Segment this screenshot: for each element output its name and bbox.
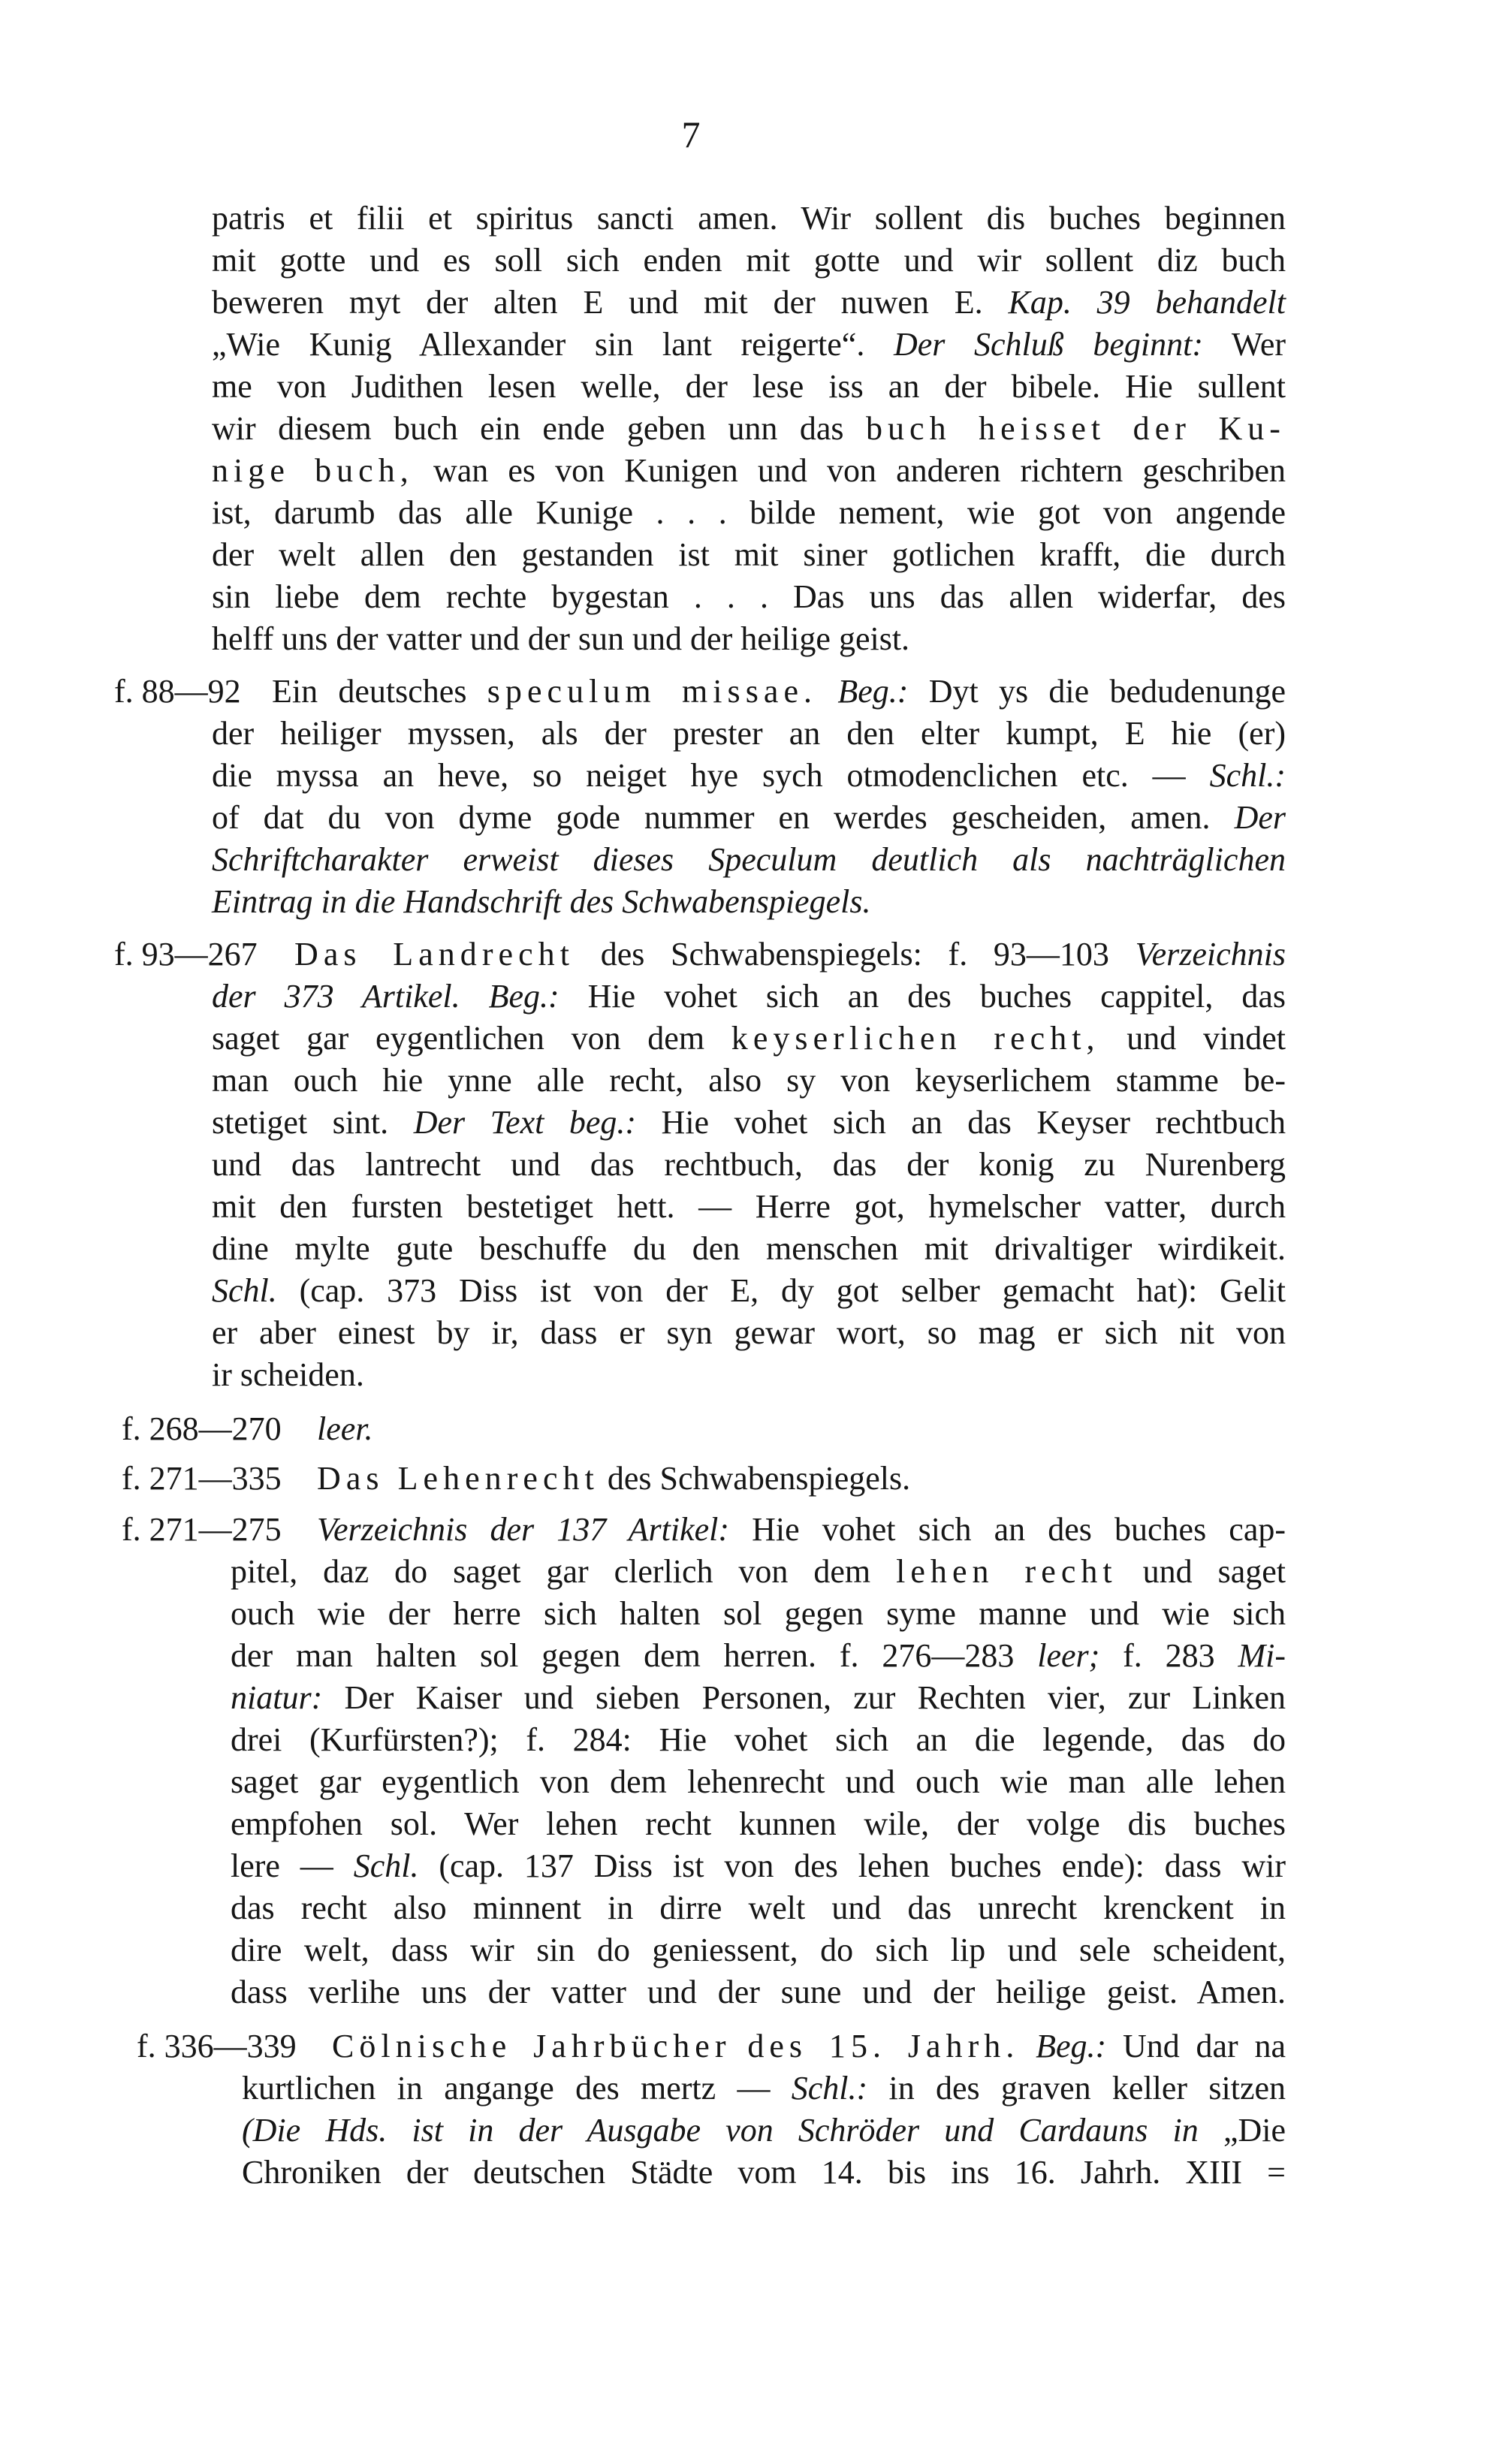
text-line: Das Landrecht des Schwabenspiegels: f. 93—103 Verzeichnis <box>294 936 1286 973</box>
text-line: er aber einest by ir, dass er syn gewar wort, so mag er sich nit von <box>212 1314 1286 1351</box>
text-line: Eintrag in die Handschrift des Schwabenspiegels. <box>212 883 871 920</box>
text-line: saget gar eygentlichen von dem keyserlichen recht, und vindet <box>212 1020 1286 1057</box>
text-line: man ouch hie ynne alle recht, also sy von keyserlichem stamme be- <box>212 1062 1286 1099</box>
text-line: der 373 Artikel. Beg.: Hie vohet sich an des buches cappitel, das <box>212 978 1286 1015</box>
text-line: Schriftcharakter erweist dieses Speculum deutlich als nachträglichen <box>212 841 1286 878</box>
text-line: sin liebe dem rechte bygestan . . . Das uns das allen widerfar, des <box>212 578 1286 615</box>
text-line: Das Lehenrecht des Schwabenspiegels. <box>317 1460 911 1497</box>
text-line: Ein deutsches speculum missae. Beg.: Dyt ys die bedudenunge <box>272 673 1286 710</box>
folio-ref: f. 93—267 <box>114 936 258 973</box>
text-line: mit den fursten bestetiget hett. — Herre got, hymelscher vatter, durch <box>212 1188 1286 1225</box>
text-line: ouch wie der herre sich halten sol gegen syme manne und wie sich <box>231 1595 1286 1632</box>
text-line: drei (Kurfürsten?); f. 284: Hie vohet sich an die legende, das do <box>231 1721 1286 1758</box>
text-line: die myssa an heve, so neiget hye sych otmodenclichen etc. — Schl.: <box>212 757 1286 794</box>
text-line: dass verlihe uns der vatter und der sune und der heilige geist. Amen. <box>231 1974 1286 2010</box>
text-line: Schl. (cap. 373 Diss ist von der E, dy got selber gemacht hat): Gelit <box>212 1272 1286 1309</box>
text-line: ist, darumb das alle Kunige . . . bilde nement, wie got von angende <box>212 494 1286 531</box>
folio-ref: f. 271—275 <box>122 1511 282 1548</box>
text-line: Cölnische Jahrbücher des 15. Jahrh. Beg.: Und dar na <box>332 2028 1286 2064</box>
folio-ref: f. 271—335 <box>122 1460 282 1497</box>
text-line: kurtlichen in angange des mertz — Schl.: in des graven keller sitzen <box>242 2070 1286 2107</box>
text-line: ir scheiden. <box>212 1356 364 1393</box>
folio-ref: f. 336—339 <box>137 2028 297 2064</box>
text-line: dine mylte gute beschuffe du den menschen mit drivaltiger wirdikeit. <box>212 1230 1286 1267</box>
text-line: of dat du von dyme gode nummer en werdes gescheiden, amen. Der <box>212 799 1286 836</box>
text-line: das recht also minnent in dirre welt und das unrecht krenckent in <box>231 1889 1286 1926</box>
text-line: leer. <box>317 1410 373 1447</box>
text-line: me von Judithen lesen welle, der lese iss an der bibele. Hie sullent <box>212 368 1286 405</box>
text-line: Chroniken der deutschen Städte vom 14. bis ins 16. Jahrh. XIII = <box>242 2154 1286 2191</box>
text-line: helff uns der vatter und der sun und der heilige geist. <box>212 620 910 657</box>
text-line: nige buch, wan es von Kunigen und von anderen richtern geschriben <box>212 452 1286 489</box>
text-line: dire welt, dass wir sin do geniessent, do sich lip und sele scheident, <box>231 1932 1286 1968</box>
text-line: mit gotte und es soll sich enden mit gotte und wir sollent diz buch <box>212 242 1286 279</box>
text-line: niatur: Der Kaiser und sieben Personen, zur Rechten vier, zur Linken <box>231 1679 1286 1716</box>
page-number: 7 <box>681 113 701 155</box>
text-line: wir diesem buch ein ende geben unn das buch heisset der Ku- <box>212 410 1286 447</box>
text-line: der welt allen den gestanden ist mit siner gotlichen krafft, die durch <box>212 536 1286 573</box>
text-line: der man halten sol gegen dem herren. f. 276—283 leer; f. 283 Mi- <box>231 1637 1286 1674</box>
text-line: Verzeichnis der 137 Artikel: Hie vohet sich an des buches cap- <box>317 1511 1286 1548</box>
text-line: „Wie Kunig Allexander sin lant reigerte“. Der Schluß beginnt: Wer <box>212 326 1286 363</box>
text-line: der heiliger myssen, als der prester an den elter kumpt, E hie (er) <box>212 715 1286 752</box>
folio-ref: f. 268—270 <box>122 1410 282 1447</box>
text-line: (Die Hds. ist in der Ausgabe von Schröder und Cardauns in „Die <box>242 2112 1286 2149</box>
text-line: stetiget sint. Der Text beg.: Hie vohet sich an das Keyser rechtbuch <box>212 1104 1286 1141</box>
text-line: beweren myt der alten E und mit der nuwen E. Kap. 39 behandelt <box>212 284 1286 321</box>
text-line: pitel, daz do saget gar clerlich von dem lehen recht und saget <box>231 1553 1286 1590</box>
text-line: und das lantrecht und das rechtbuch, das der konig zu Nurenberg <box>212 1146 1286 1183</box>
text-line: lere — Schl. (cap. 137 Diss ist von des lehen buches ende): dass wir <box>231 1847 1286 1884</box>
folio-ref: f. 88—92 <box>114 673 241 710</box>
text-line: empfohen sol. Wer lehen recht kunnen wile, der volge dis buches <box>231 1805 1286 1842</box>
text-line: saget gar eygentlich von dem lehenrecht und ouch wie man alle lehen <box>231 1763 1286 1800</box>
text-line: patris et filii et spiritus sancti amen. Wir sollent dis buches beginnen <box>212 200 1286 237</box>
